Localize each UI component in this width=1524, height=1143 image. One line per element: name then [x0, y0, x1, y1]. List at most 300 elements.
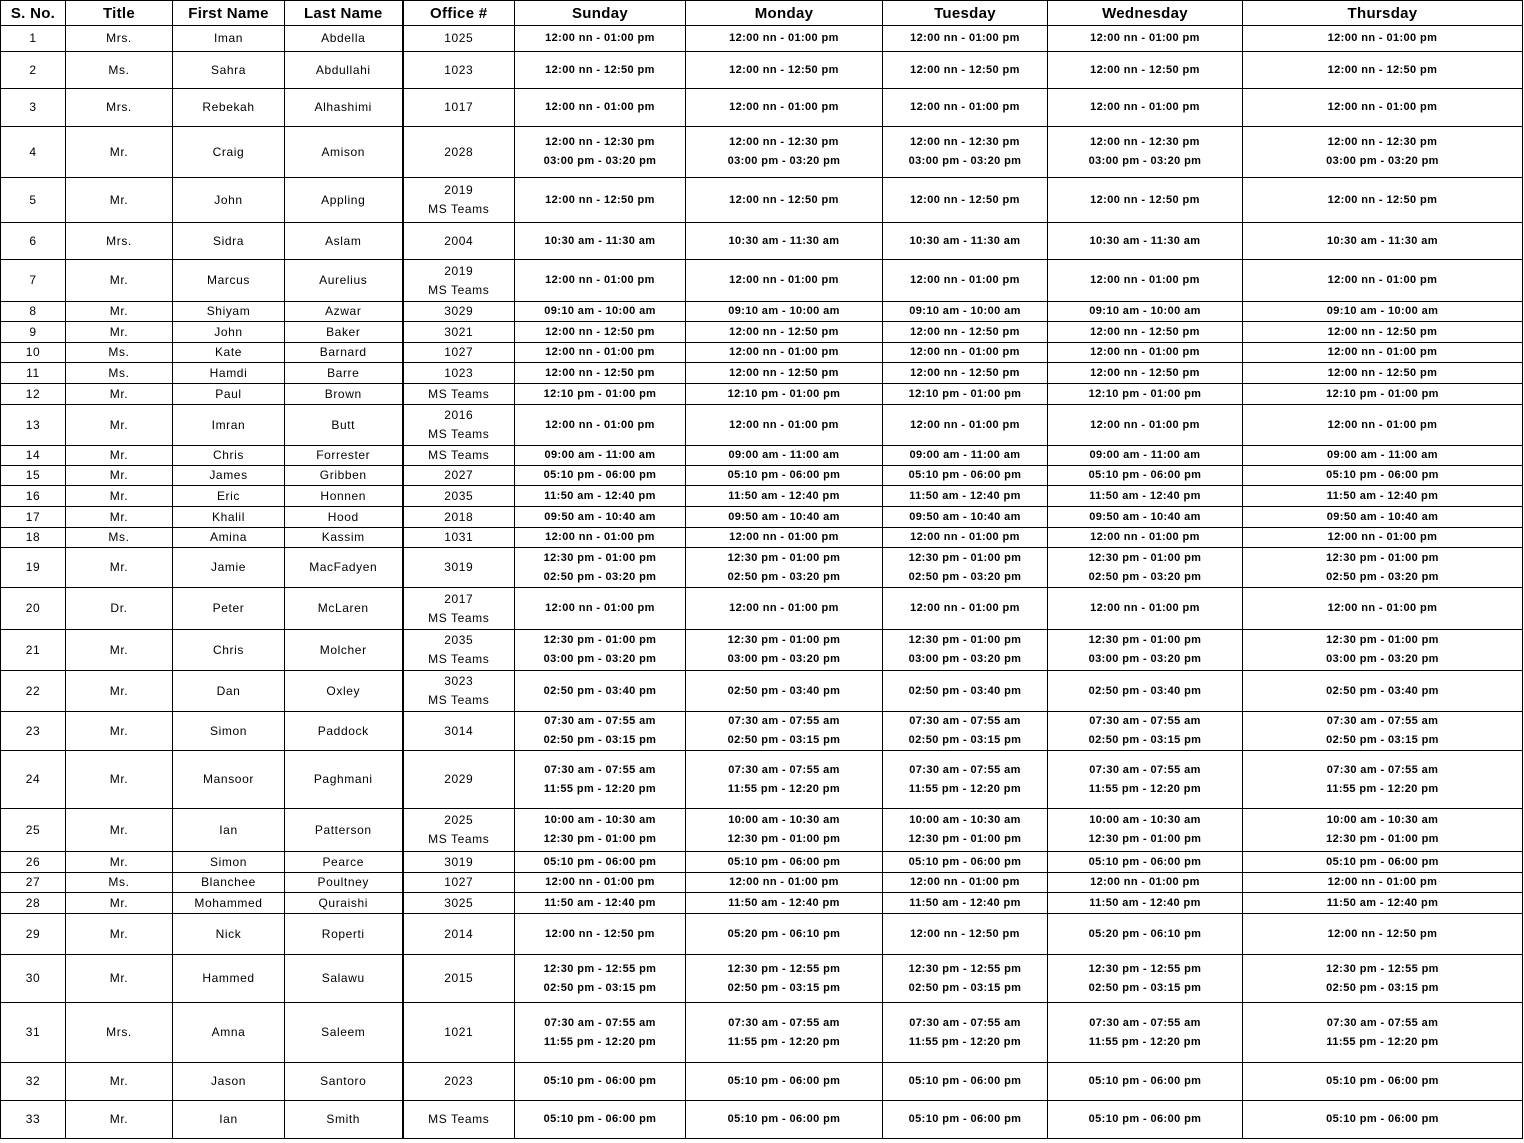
cell-office-line: MS Teams: [428, 386, 490, 401]
cell-wednesday: [1048, 914, 1243, 955]
cell-last-name: Amison: [285, 127, 403, 178]
cell-last-name: McLaren: [285, 588, 403, 630]
cell-tuesday-line: 02:50 pm - 03:40 pm: [908, 684, 1022, 697]
cell-first-name: Sidra: [173, 223, 285, 260]
cell-thursday: [1243, 52, 1523, 89]
table-row: [1, 528, 1523, 548]
cell-wednesday-line: 07:30 am - 07:55 am: [1089, 715, 1201, 727]
cell-monday: [686, 223, 883, 260]
cell-office-line: 2004: [444, 233, 474, 248]
cell-sno: 31: [1, 1003, 66, 1063]
cell-office: [403, 52, 515, 89]
cell-monday-line: 12:00 nn - 01:00 pm: [729, 602, 839, 614]
cell-tuesday: [883, 507, 1048, 528]
cell-tuesday: [883, 893, 1048, 914]
table-row: [1, 588, 1523, 630]
cell-sunday: [515, 893, 686, 914]
cell-sunday: [515, 89, 686, 127]
cell-wednesday-line: 09:50 am - 10:40 am: [1089, 510, 1201, 523]
cell-title: Mr.: [66, 466, 173, 486]
cell-monday: [686, 405, 883, 446]
cell-last-name: Roperti: [285, 914, 403, 955]
cell-wednesday: [1048, 384, 1243, 405]
cell-sunday: [515, 955, 686, 1003]
cell-last-name: Honnen: [285, 486, 403, 507]
cell-office: [403, 322, 515, 343]
cell-sunday-line: 12:10 pm - 01:00 pm: [543, 387, 657, 400]
cell-sunday: [515, 223, 686, 260]
cell-office-line: 2018: [444, 509, 474, 524]
cell-sunday: [515, 384, 686, 405]
cell-wednesday-line: 12:00 nn - 01:00 pm: [1090, 876, 1200, 888]
table-row: [1, 52, 1523, 89]
cell-first-name: Peter: [173, 588, 285, 630]
cell-title: Mrs.: [66, 1003, 173, 1063]
cell-last-name: Barre: [285, 363, 403, 384]
cell-thursday-line: 12:30 pm - 12:55 pm: [1326, 962, 1439, 975]
cell-office: [403, 809, 515, 852]
table-row: [1, 893, 1523, 914]
cell-last-name: Abdullahi: [285, 52, 403, 89]
cell-office: [403, 914, 515, 955]
cell-sno: 33: [1, 1101, 66, 1139]
cell-sunday: [515, 873, 686, 893]
cell-tuesday: [883, 528, 1048, 548]
cell-wednesday-line: 12:30 pm - 01:00 pm: [1088, 551, 1202, 564]
cell-sunday-line: 12:00 nn - 12:50 pm: [545, 366, 655, 379]
cell-sunday-line: 12:30 pm - 12:55 pm: [543, 962, 657, 975]
cell-title: Mr.: [66, 446, 173, 466]
cell-tuesday-line: 07:30 am - 07:55 am: [909, 763, 1021, 776]
cell-tuesday-line: 10:30 am - 11:30 am: [909, 234, 1021, 247]
cell-monday: [686, 1101, 883, 1139]
cell-tuesday-line: 12:30 pm - 01:00 pm: [908, 634, 1022, 646]
cell-last-name: Pearce: [285, 852, 403, 873]
cell-sunday: [515, 588, 686, 630]
table-row: [1, 873, 1523, 893]
cell-thursday: [1243, 384, 1523, 405]
cell-wednesday: [1048, 363, 1243, 384]
cell-sunday-line: 12:30 pm - 01:00 pm: [543, 551, 657, 564]
cell-wednesday: [1048, 671, 1243, 712]
cell-office-line: 3019: [444, 854, 474, 869]
table-row: [1, 486, 1523, 507]
cell-thursday: [1243, 873, 1523, 893]
cell-monday: [686, 384, 883, 405]
cell-monday: [686, 1003, 883, 1063]
cell-thursday-line: 10:00 am - 10:30 am: [1326, 814, 1439, 826]
cell-tuesday: [883, 52, 1048, 89]
cell-first-name: Ian: [173, 809, 285, 852]
cell-monday: [686, 127, 883, 178]
cell-thursday: [1243, 671, 1523, 712]
cell-first-name: Chris: [173, 446, 285, 466]
cell-office: [403, 1063, 515, 1101]
cell-monday: [686, 507, 883, 528]
cell-sunday: [515, 630, 686, 671]
cell-sno: 26: [1, 852, 66, 873]
cell-sunday: [515, 1003, 686, 1063]
cell-thursday-line: 12:00 nn - 01:00 pm: [1327, 32, 1438, 44]
cell-thursday-line: 05:10 pm - 06:00 pm: [1326, 855, 1439, 868]
cell-first-name: Nick: [173, 914, 285, 955]
cell-title: Mr.: [66, 630, 173, 671]
cell-monday-line: 03:00 pm - 03:20 pm: [727, 653, 841, 665]
cell-wednesday: [1048, 52, 1243, 89]
cell-sunday-line: 12:30 pm - 01:00 pm: [543, 634, 657, 646]
cell-tuesday-line: 09:10 am - 10:00 am: [909, 305, 1021, 317]
table-row: [1, 466, 1523, 486]
cell-tuesday-line: 11:55 pm - 12:20 pm: [908, 782, 1022, 795]
cell-thursday-line: 11:55 pm - 12:20 pm: [1326, 1035, 1439, 1048]
cell-office-line: 2028: [444, 144, 474, 159]
cell-wednesday-line: 03:00 pm - 03:20 pm: [1088, 155, 1202, 167]
cell-office: [403, 260, 515, 302]
cell-wednesday: [1048, 852, 1243, 873]
cell-sno: 3: [1, 89, 66, 127]
cell-title: Mr.: [66, 852, 173, 873]
cell-sunday-line: 12:00 nn - 01:00 pm: [545, 418, 655, 431]
cell-monday-line: 12:30 pm - 01:00 pm: [727, 833, 841, 845]
cell-title: Mr.: [66, 914, 173, 955]
cell-first-name: Mansoor: [173, 751, 285, 809]
cell-thursday: [1243, 223, 1523, 260]
cell-wednesday: [1048, 809, 1243, 852]
cell-tuesday: [883, 1063, 1048, 1101]
cell-thursday: [1243, 588, 1523, 630]
cell-last-name: Barnard: [285, 343, 403, 363]
cell-sunday: [515, 712, 686, 751]
cell-office-line: 1027: [444, 875, 474, 889]
cell-thursday: [1243, 89, 1523, 127]
cell-tuesday: [883, 712, 1048, 751]
cell-monday-line: 12:10 pm - 01:00 pm: [727, 387, 841, 400]
cell-sno: 23: [1, 712, 66, 751]
cell-last-name: Butt: [285, 405, 403, 446]
cell-sunday-line: 09:00 am - 11:00 am: [544, 449, 656, 461]
cell-title: Mr.: [66, 178, 173, 223]
cell-monday: [686, 52, 883, 89]
cell-thursday-line: 12:00 nn - 01:00 pm: [1327, 602, 1438, 614]
cell-monday: [686, 548, 883, 588]
cell-last-name: Patterson: [285, 809, 403, 852]
cell-title: Ms.: [66, 873, 173, 893]
cell-monday-line: 12:00 nn - 12:50 pm: [729, 366, 839, 379]
cell-sunday-line: 12:00 nn - 01:00 pm: [545, 274, 655, 286]
table-row: [1, 127, 1523, 178]
cell-last-name: Aslam: [285, 223, 403, 260]
cell-wednesday: [1048, 127, 1243, 178]
table-row: [1, 955, 1523, 1003]
cell-sno: 29: [1, 914, 66, 955]
cell-title: Mr.: [66, 405, 173, 446]
cell-tuesday-line: 12:30 pm - 01:00 pm: [908, 551, 1022, 564]
cell-sunday: [515, 486, 686, 507]
table-row: [1, 178, 1523, 223]
cell-wednesday-line: 05:10 pm - 06:00 pm: [1088, 469, 1202, 481]
cell-sno: 10: [1, 343, 66, 363]
table-body: [1, 26, 1523, 1139]
cell-wednesday-line: 10:30 am - 11:30 am: [1089, 234, 1201, 247]
cell-wednesday-line: 12:00 nn - 01:00 pm: [1090, 418, 1200, 431]
cell-tuesday-line: 12:00 nn - 01:00 pm: [910, 346, 1020, 358]
cell-sunday-line: 02:50 pm - 03:40 pm: [543, 684, 657, 697]
cell-tuesday-line: 05:10 pm - 06:00 pm: [908, 855, 1022, 868]
cell-wednesday-line: 12:00 nn - 01:00 pm: [1090, 101, 1200, 113]
cell-thursday-line: 02:50 pm - 03:20 pm: [1326, 570, 1439, 583]
cell-monday: [686, 671, 883, 712]
cell-wednesday-line: 02:50 pm - 03:15 pm: [1088, 734, 1202, 746]
cell-office-line: 1027: [444, 345, 474, 359]
cell-sno: 7: [1, 260, 66, 302]
cell-office: [403, 712, 515, 751]
cell-sunday: [515, 322, 686, 343]
cell-sunday-line: 12:00 nn - 01:00 pm: [545, 531, 655, 543]
cell-sunday-line: 05:10 pm - 06:00 pm: [543, 1113, 657, 1125]
cell-title: Mrs.: [66, 89, 173, 127]
cell-thursday: [1243, 260, 1523, 302]
cell-sunday: [515, 507, 686, 528]
cell-thursday: [1243, 809, 1523, 852]
cell-office-line: MS Teams: [428, 610, 490, 625]
cell-sunday-line: 10:30 am - 11:30 am: [544, 234, 656, 247]
cell-office-line: 2016: [444, 408, 474, 422]
cell-first-name: Ian: [173, 1101, 285, 1139]
cell-tuesday-line: 12:00 nn - 12:50 pm: [910, 927, 1020, 940]
cell-last-name: Gribben: [285, 466, 403, 486]
cell-thursday: [1243, 712, 1523, 751]
cell-wednesday: [1048, 343, 1243, 363]
cell-last-name: Brown: [285, 384, 403, 405]
cell-sno: 13: [1, 405, 66, 446]
cell-first-name: Amna: [173, 1003, 285, 1063]
cell-last-name: Molcher: [285, 630, 403, 671]
cell-tuesday-line: 05:10 pm - 06:00 pm: [908, 1075, 1022, 1087]
cell-sno: 9: [1, 322, 66, 343]
cell-office: [403, 671, 515, 712]
cell-office-line: MS Teams: [428, 1112, 490, 1126]
table-row: [1, 751, 1523, 809]
cell-monday-line: 12:30 pm - 01:00 pm: [727, 551, 841, 564]
cell-monday-line: 05:20 pm - 06:10 pm: [727, 927, 841, 940]
header-title: Title: [66, 1, 173, 26]
cell-sunday-line: 12:00 nn - 12:50 pm: [545, 63, 655, 76]
cell-tuesday: [883, 588, 1048, 630]
cell-title: Mr.: [66, 486, 173, 507]
table-row: [1, 852, 1523, 873]
cell-sunday-line: 12:00 nn - 01:00 pm: [545, 32, 655, 44]
cell-thursday: [1243, 127, 1523, 178]
cell-sunday: [515, 809, 686, 852]
cell-title: Mr.: [66, 1101, 173, 1139]
cell-last-name: Paddock: [285, 712, 403, 751]
cell-sunday: [515, 671, 686, 712]
cell-thursday-line: 12:00 nn - 01:00 pm: [1327, 418, 1438, 431]
cell-title: Mr.: [66, 955, 173, 1003]
cell-sno: 14: [1, 446, 66, 466]
cell-thursday: [1243, 1101, 1523, 1139]
cell-wednesday-line: 10:00 am - 10:30 am: [1089, 814, 1201, 826]
cell-tuesday: [883, 302, 1048, 322]
cell-office: [403, 1101, 515, 1139]
table-row: [1, 26, 1523, 52]
cell-office-line: 3025: [444, 895, 474, 910]
table-row: [1, 322, 1523, 343]
cell-first-name: Khalil: [173, 507, 285, 528]
cell-office-line: 2035: [444, 488, 474, 503]
cell-wednesday: [1048, 588, 1243, 630]
cell-tuesday: [883, 384, 1048, 405]
cell-monday: [686, 712, 883, 751]
cell-first-name: Jason: [173, 1063, 285, 1101]
table-row: [1, 507, 1523, 528]
cell-tuesday-line: 12:00 nn - 01:00 pm: [910, 418, 1020, 431]
cell-office-line: 3021: [444, 324, 474, 339]
cell-sno: 30: [1, 955, 66, 1003]
cell-tuesday-line: 09:00 am - 11:00 am: [909, 449, 1021, 461]
cell-thursday-line: 12:10 pm - 01:00 pm: [1326, 387, 1439, 400]
table-row: [1, 1063, 1523, 1101]
cell-monday-line: 12:00 nn - 01:00 pm: [729, 418, 839, 431]
cell-thursday-line: 12:00 nn - 01:00 pm: [1327, 531, 1438, 543]
cell-monday-line: 05:10 pm - 06:00 pm: [727, 1113, 841, 1125]
cell-thursday-line: 03:00 pm - 03:20 pm: [1326, 155, 1439, 167]
cell-first-name: James: [173, 466, 285, 486]
cell-first-name: Eric: [173, 486, 285, 507]
cell-sunday-line: 03:00 pm - 03:20 pm: [543, 653, 657, 665]
cell-wednesday-line: 05:10 pm - 06:00 pm: [1088, 1113, 1202, 1125]
table-row: [1, 446, 1523, 466]
cell-monday-line: 12:00 nn - 12:50 pm: [729, 193, 839, 206]
cell-sunday: [515, 260, 686, 302]
cell-tuesday-line: 02:50 pm - 03:15 pm: [908, 981, 1022, 994]
cell-office: [403, 528, 515, 548]
cell-thursday: [1243, 343, 1523, 363]
cell-monday: [686, 178, 883, 223]
cell-monday-line: 09:10 am - 10:00 am: [728, 305, 840, 317]
cell-office-line: 1031: [444, 530, 474, 544]
cell-thursday: [1243, 466, 1523, 486]
cell-tuesday-line: 10:00 am - 10:30 am: [909, 814, 1021, 826]
cell-monday-line: 12:30 pm - 01:00 pm: [727, 634, 841, 646]
cell-tuesday-line: 12:00 nn - 12:50 pm: [910, 193, 1020, 206]
cell-monday: [686, 343, 883, 363]
cell-title: Mr.: [66, 809, 173, 852]
cell-title: Ms.: [66, 343, 173, 363]
cell-wednesday-line: 12:00 nn - 12:30 pm: [1090, 136, 1200, 148]
cell-sno: 22: [1, 671, 66, 712]
cell-sunday: [515, 528, 686, 548]
table-row: [1, 405, 1523, 446]
cell-first-name: Sahra: [173, 52, 285, 89]
cell-wednesday-line: 12:00 nn - 12:50 pm: [1090, 325, 1200, 338]
cell-thursday-line: 11:50 am - 12:40 pm: [1326, 896, 1439, 909]
cell-thursday-line: 02:50 pm - 03:15 pm: [1326, 981, 1439, 994]
cell-sunday-line: 09:50 am - 10:40 am: [544, 510, 656, 523]
cell-wednesday: [1048, 1101, 1243, 1139]
cell-office-line: 3029: [444, 304, 474, 318]
cell-monday: [686, 260, 883, 302]
cell-wednesday: [1048, 507, 1243, 528]
cell-sunday: [515, 26, 686, 52]
cell-sunday-line: 07:30 am - 07:55 am: [544, 763, 656, 776]
cell-wednesday: [1048, 751, 1243, 809]
cell-monday-line: 12:00 nn - 01:00 pm: [729, 101, 839, 113]
cell-sno: 28: [1, 893, 66, 914]
cell-wednesday-line: 11:55 pm - 12:20 pm: [1088, 1035, 1202, 1048]
cell-title: Dr.: [66, 588, 173, 630]
cell-monday-line: 02:50 pm - 03:40 pm: [727, 684, 841, 697]
cell-monday-line: 02:50 pm - 03:15 pm: [727, 981, 841, 994]
cell-wednesday-line: 12:00 nn - 01:00 pm: [1090, 531, 1200, 543]
cell-tuesday: [883, 178, 1048, 223]
cell-monday-line: 11:50 am - 12:40 pm: [728, 896, 840, 909]
cell-thursday-line: 12:00 nn - 01:00 pm: [1327, 346, 1438, 358]
cell-wednesday: [1048, 446, 1243, 466]
cell-office-line: MS Teams: [428, 282, 490, 297]
cell-sunday-line: 12:00 nn - 12:50 pm: [545, 325, 655, 338]
cell-sno: 4: [1, 127, 66, 178]
cell-tuesday-line: 12:00 nn - 12:50 pm: [910, 325, 1020, 338]
cell-wednesday: [1048, 955, 1243, 1003]
cell-tuesday-line: 12:00 nn - 12:50 pm: [910, 366, 1020, 379]
cell-tuesday-line: 12:00 nn - 01:00 pm: [910, 602, 1020, 614]
cell-office-line: MS Teams: [428, 832, 490, 846]
cell-tuesday-line: 12:00 nn - 01:00 pm: [910, 32, 1020, 44]
cell-wednesday: [1048, 260, 1243, 302]
cell-last-name: Abdella: [285, 26, 403, 52]
cell-tuesday-line: 11:50 am - 12:40 pm: [909, 896, 1021, 909]
cell-title: Mr.: [66, 127, 173, 178]
cell-wednesday: [1048, 873, 1243, 893]
cell-first-name: Rebekah: [173, 89, 285, 127]
cell-thursday-line: 05:10 pm - 06:00 pm: [1326, 1075, 1439, 1087]
cell-sno: 27: [1, 873, 66, 893]
cell-sunday-line: 02:50 pm - 03:20 pm: [543, 570, 657, 583]
cell-monday: [686, 486, 883, 507]
cell-tuesday-line: 05:10 pm - 06:00 pm: [908, 1113, 1022, 1125]
cell-office-line: MS Teams: [428, 652, 490, 666]
cell-office: [403, 852, 515, 873]
cell-sunday-line: 12:00 nn - 01:00 pm: [545, 602, 655, 614]
cell-sno: 25: [1, 809, 66, 852]
cell-title: Mr.: [66, 893, 173, 914]
cell-tuesday-line: 03:00 pm - 03:20 pm: [908, 653, 1022, 665]
cell-office-line: 2025: [444, 813, 474, 827]
cell-monday-line: 10:00 am - 10:30 am: [728, 814, 840, 826]
cell-last-name: Salawu: [285, 955, 403, 1003]
cell-monday: [686, 630, 883, 671]
cell-wednesday-line: 12:00 nn - 12:50 pm: [1090, 366, 1200, 379]
cell-office: [403, 178, 515, 223]
cell-sno: 1: [1, 26, 66, 52]
cell-wednesday: [1048, 302, 1243, 322]
cell-monday-line: 12:00 nn - 12:50 pm: [729, 63, 839, 76]
table-row: [1, 630, 1523, 671]
cell-wednesday-line: 11:50 am - 12:40 pm: [1089, 896, 1201, 909]
table-row: [1, 548, 1523, 588]
cell-tuesday: [883, 322, 1048, 343]
cell-tuesday-line: 12:00 nn - 01:00 pm: [910, 876, 1020, 888]
cell-wednesday: [1048, 1003, 1243, 1063]
cell-office-line: 1021: [444, 1025, 474, 1039]
cell-monday: [686, 26, 883, 52]
cell-wednesday: [1048, 26, 1243, 52]
cell-sunday-line: 12:00 nn - 12:50 pm: [545, 193, 655, 206]
cell-monday: [686, 751, 883, 809]
cell-tuesday-line: 11:50 am - 12:40 pm: [909, 489, 1021, 502]
table-row: [1, 671, 1523, 712]
